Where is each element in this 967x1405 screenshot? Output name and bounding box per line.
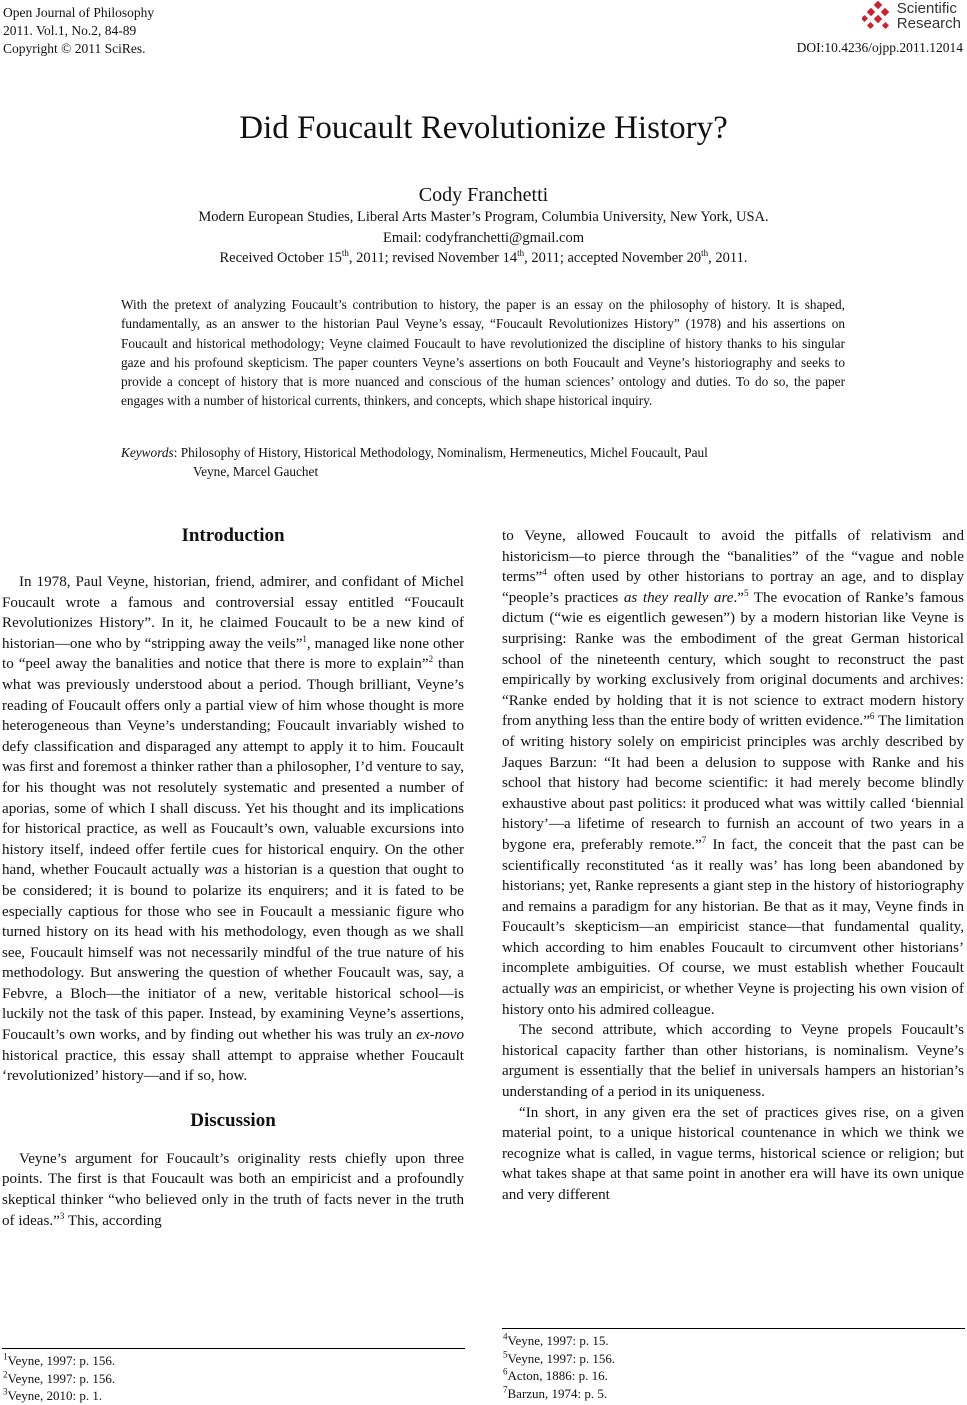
journal-volume: 2011. Vol.1, No.2, 84-89 [3, 23, 137, 38]
publisher-logo [862, 0, 961, 32]
section-heading-discussion: Discussion [190, 1109, 276, 1131]
footnotes-left [3, 1352, 115, 1405]
author-email: Email: codyfranchetti@gmail.com [383, 230, 584, 246]
author-affiliation: Modern European Studies, Liberal Arts Master’s Program, Columbia University, New York, USA. [198, 209, 769, 225]
copyright-line: Copyright © 2011 SciRes. [3, 41, 146, 56]
paragraph-continued: to Veyne, allowed Foucault to avoid the pitfalls of relativism and historicism—to pierce through the “banalities” of the “vague and noble terms”$^4$ often used by other historians to portray an age, and to display “people’s practices as they really are.”$^5$ The evocation of Ranke’s famous dictum (“wie es eigentlich gewesen”) by a modern historian like Veyne is surprising: Ranke was the embodiment of the great German historical school of the nineteenth century, which sought to reconstruct the past empirically by working exclusively from original documents and archives: “Ranke ended by holding that it is not science to extract modern history from anything less than the entire body of written evidence.”$^6$ The limitation of writing history solely on empiricist principles was archly described by Jaques Barzun: “It had been a delusion to suppose with Ranke and his school that history had become scientific: it had merely become blindly exhaustive about past politics: it produced what was wittily called ‘biennial history’—a lifetime of research to furnish an account of two years in a bygone era, preferably remote.”$^7$ In fact, the conceit that the past can be scientifically reconstituted ‘as it really was’ has long been abandoned by historians; yet, Ranke represents a giant step in the history of historiography and remains a paradigm for any historian. Be that as it may, Veyne finds in Foucault’s skepticism—an empiricist stance—that fundamental quality, which according to him enables Foucault to circumvent other historians’ incomplete ambiguities. Of course, we must establish whether Foucault actually was an empiricist, or whether Veyne is projecting his own vision of history onto his admired colleague. [502, 528, 965, 1018]
footnote-ref[interactable]: 4 [542, 567, 547, 578]
paragraph: In 1978, Paul Veyne, historian, friend, admirer, and confidant of Michel Foucault wrote a famous and controversial essay entitled “Foucault Revolutionizes History”. In it, he claimed Foucault to be a new kind of historian—one who by “stripping away the veils”$^1$, managed like none other to “peel away the banalities and notice that there is more to explain”$^2$ than what was previously understood about a period. Though brilliant, Veyne’s reading of Foucault offers only a partial view of him whose thought is more heterogeneous than Veyne’s understanding; Foucault invariably wished to defy classification and disparaged any attempt to apply it to him. Foucault was first and foremost a thinker rather than a philosopher, I’d venture to say, for his thought was not resolutely systematic and presented a number of aporias, some of which I shall discuss. Yet his thought and its implications for historical practice, as well as Foucault’s own, valuable excursions into history itself, indeed offer fertile cues for historical enquiry. On the other hand, whether Foucault actually was a historian is a question that ought to be considered; it is bound to polarize its enquirers; and it is fated to be especially captious for those who see in Foucault a messianic figure who turned history on its head with his methodology, even though as we shall see, Foucault himself was not necessarily mindful of the true nature of his methodology. But answering the question of whether Foucault was, say, a Febvre, a Bloch—the initiator of a new, veritable historical school—is luckily not the task of this paper. Instead, by examining Veyne’s assertions, Foucault’s own works, and by finding out whether his was truly an ex-novo historical practice, this essay shall attempt to appraise whether Foucault ‘revolutionized’ history—and if so, how. [2, 574, 465, 1085]
paragraph: Veyne’s argument for Foucault’s originality rests chiefly upon three points. The first is that Foucault was both an empiricist and a profoundly skeptical thinker “who believed only in the truth of facts never in the truth of ideas.”$^3$ This, according [2, 1150, 464, 1229]
journal-name: Open Journal of Philosophy [3, 5, 155, 20]
footnote: $^6$Acton, 1886: p. 16. [503, 1366, 608, 1383]
body-column-left [2, 522, 464, 1231]
doi: DOI:10.4236/ojpp.2011.12014 [796, 40, 963, 55]
footnote-ref[interactable]: 5 [743, 587, 749, 598]
publisher-name-2: Research [896, 15, 961, 32]
author-name: Cody Franchetti [418, 184, 549, 206]
footnote-ref[interactable]: 3 [59, 1210, 65, 1221]
keywords: Keywords: Philosophy of History, Historical Methodology, Nominalism, Hermeneutics, Michel Foucault, Paul Veyne, Marcel Gauchet [121, 445, 708, 479]
paragraph: The second attribute, which according to Veyne propels Foucault’s historical capacity farther than other historians, is nominalism. Veyne’s argument is essentially that the belief in universals hampers an historian’s understanding of a period in its uniqueness. [502, 1022, 964, 1101]
footnote: $^2$Veyne, 1997: p. 156. [3, 1369, 116, 1386]
footnote-rule [502, 1328, 965, 1329]
footnote: $^7$Barzun, 1974: p. 5. [503, 1384, 608, 1401]
received-dates: Received October 15th, 2011; revised November 14th, 2011; accepted November 20th, 2011. [219, 248, 748, 266]
publisher-name-1: Scientific [896, 0, 957, 17]
paragraph: “In short, in any given era the set of practices gives rise, on a given material point, to a unique historical countenance in which we think we recognize what is called, in vague terms, historical science or religion; but what takes shape at that same point in another era will have its own unique and very different [502, 1104, 964, 1203]
footnote-ref[interactable]: 7 [701, 834, 707, 845]
footnote: $^3$Veyne, 2010: p. 1. [3, 1386, 103, 1403]
footnote-ref[interactable]: 1 [302, 633, 307, 644]
running-header [3, 4, 154, 58]
abstract: With the pretext of analyzing Foucault’s contribution to history, the paper is an essay on the philosophy of history. It is shaped, fundamentally, as an answer to the historian Paul Veyne’s essay, “Foucault Revolutionizes History” (1978) and his assertions on Foucault and historical methodology; Veyne claimed Foucault to have revolutionized the discipline of history thanks to his singular gaze and his profound skepticism. The paper counters Veyne’s assertions on both Foucault and Veyne’s historiography and seeks to provide a concept of history that is more nuanced and conscious of the human sciences’ ontology and duties. To do so, the paper engages with a number of historical currents, thinkers, and concepts, which shape historical inquiry. [121, 297, 845, 409]
footnote: $^4$Veyne, 1997: p. 15. [503, 1331, 609, 1348]
footnotes-right [503, 1332, 615, 1402]
footnote-ref[interactable]: 2 [428, 654, 434, 665]
footnote: $^1$Veyne, 1997: p. 156. [3, 1351, 116, 1368]
scirp-logo-icon [862, 0, 894, 32]
section-heading-introduction: Introduction [181, 525, 285, 546]
paper-title: Did Foucault Revolutionize History? [239, 110, 728, 146]
footnote-rule [2, 1348, 465, 1349]
footnote-ref[interactable]: 6 [869, 711, 875, 722]
body-column-right [502, 526, 964, 1206]
footnote: $^5$Veyne, 1997: p. 156. [503, 1349, 616, 1366]
keywords-label: Keywords [121, 445, 174, 460]
